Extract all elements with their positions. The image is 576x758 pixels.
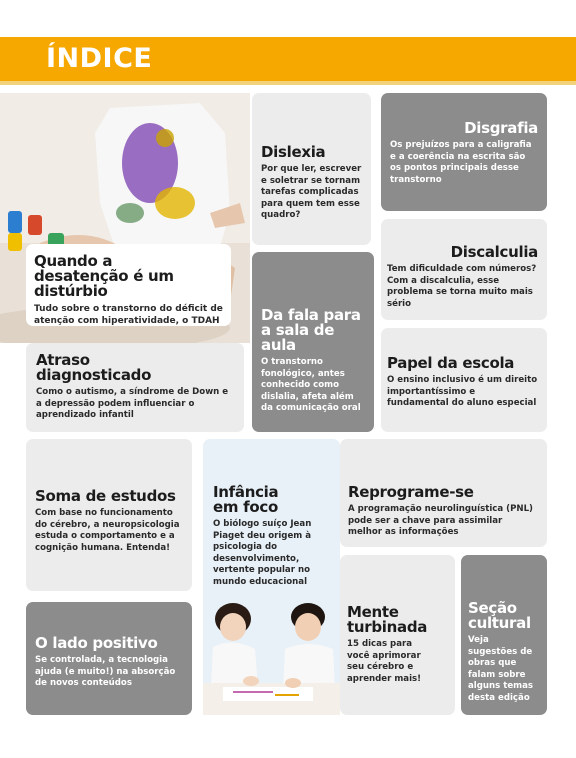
article-reprograme[interactable] (340, 439, 547, 547)
article-title: Mente turbinada (347, 603, 428, 636)
article-desc: O transtorno fonológico, antes conhecido como dislalia, afeta além da comunicação oral (261, 357, 361, 414)
header-rule (0, 81, 576, 85)
article-title: Disgrafia (464, 119, 538, 137)
article-secao[interactable] (461, 555, 547, 715)
article-desc: O biólogo suíço Jean Piaget deu origem à psicologia do desenvolvimento, vertente popular no mundo educacional (213, 519, 312, 587)
article-desc: Como o autismo, a síndrome de Down e a depressão podem influenciar o aprendizado infantil (36, 387, 229, 421)
article-disgrafia[interactable] (381, 93, 547, 211)
article-title: Da fala para a sala de aula (261, 306, 361, 354)
article-title: Dislexia (261, 143, 326, 161)
children-studying-photo (203, 597, 340, 715)
header-bar (0, 37, 576, 81)
article-mente[interactable] (340, 555, 455, 715)
article-title: O lado positivo (35, 634, 158, 652)
article-infancia[interactable] (203, 439, 340, 599)
article-discalculia[interactable] (381, 219, 547, 320)
article-title: Reprograme-se (348, 483, 474, 501)
article-desatencao[interactable] (26, 244, 231, 326)
article-fala[interactable] (252, 252, 374, 432)
article-atraso[interactable] (26, 343, 244, 432)
page-title: ÍNDICE (46, 43, 153, 74)
children-studying-icon (203, 597, 340, 715)
article-title: Papel da escola (387, 354, 515, 372)
article-title: Discalculia (450, 243, 538, 261)
article-title: Quando a desatenção é um distúrbio (34, 252, 174, 300)
article-dislexia[interactable] (252, 93, 371, 245)
article-desc: Tudo sobre o transtorno do déficit de atenção com hiperatividade, o TDAH (34, 304, 223, 327)
article-title: Soma de estudos (35, 487, 176, 505)
article-desc: Veja sugestões de obras que falam sobre alguns temas desta edição (468, 635, 534, 703)
article-title: Atraso diagnosticado (36, 351, 152, 384)
article-desc: Os prejuízos para a caligrafia e a coerência na escrita são os pontos principais desse transtorno (390, 140, 532, 185)
article-desc: O ensino inclusivo é um direito importantíssimo e fundamental do aluno especial (387, 375, 538, 409)
article-title: Seção cultural (468, 599, 531, 632)
article-soma[interactable] (26, 439, 192, 591)
article-desc: Se controlada, a tecnologia ajuda (e muito!) na absorção de novos conteúdos (35, 655, 176, 689)
article-desc: A programação neurolinguística (PNL) pode ser a chave para assimilar melhor as informações (348, 504, 533, 538)
article-desc: Tem dificuldade com números? Com a discalculia, esse problema se torna muito mais sério (387, 264, 537, 309)
article-desc: 15 dicas para você aprimorar seu cérebro e aprender mais! (347, 639, 422, 684)
article-desc: Com base no funcionamento do cérebro, a neuropsicologia estuda o comportamento e a cognição humana. Entenda! (35, 508, 180, 553)
article-papel[interactable] (381, 328, 547, 432)
article-title: Infância em foco (213, 483, 279, 516)
article-desc: Por que ler, escrever e soletrar se tornam tarefas complicadas para quem tem esse quadro? (261, 164, 362, 221)
article-positivo[interactable] (26, 602, 192, 715)
